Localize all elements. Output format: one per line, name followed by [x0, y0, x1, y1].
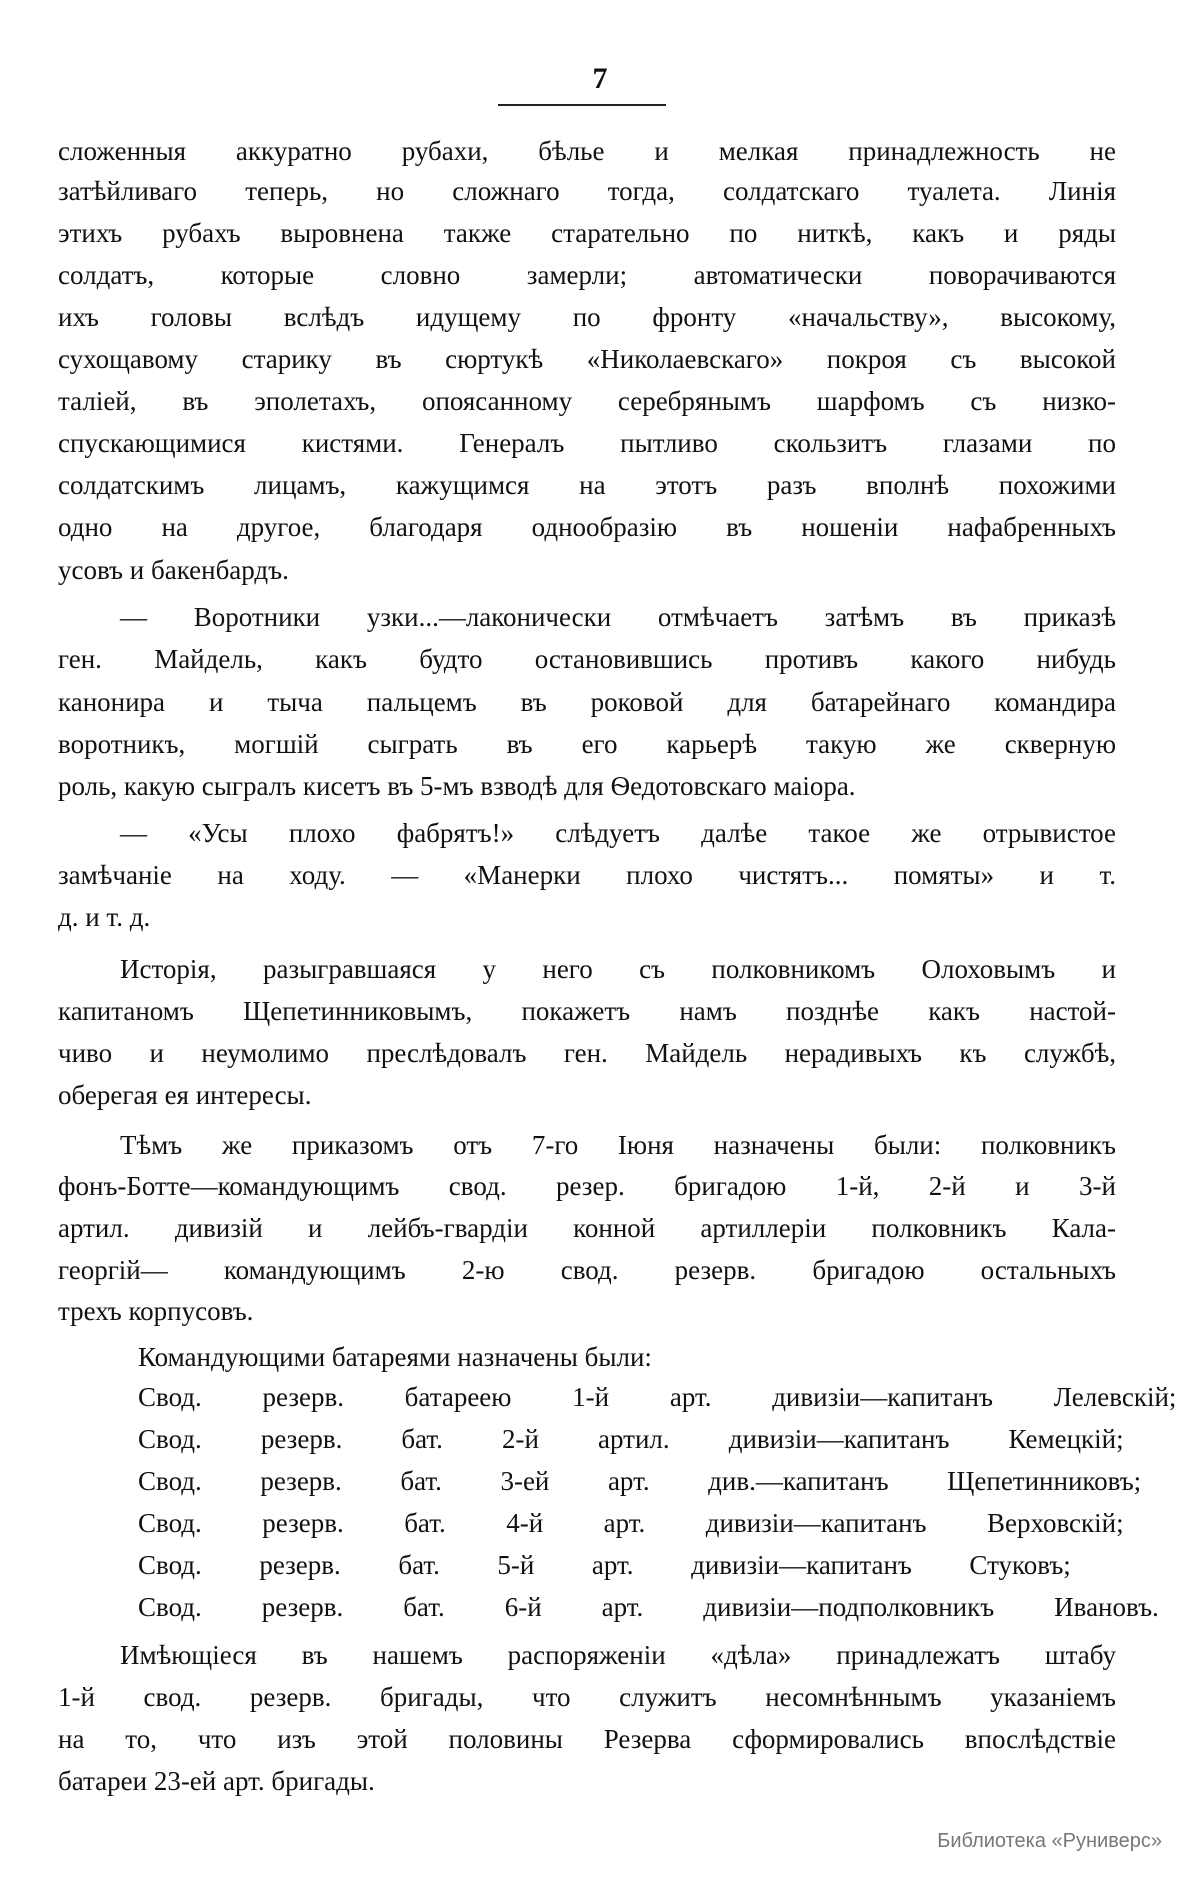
text-line: ихъ головы вслѣдъ идущему по фронту «начальству», высокому, [58, 302, 1116, 332]
text-line: Свод. резерв. бат. 4-й арт. дивизіи—капитанъ Верховскій; [138, 1508, 1124, 1538]
text-line: затѣйливаго теперь, но сложнаго тогда, солдатскаго туалета. Линія [58, 176, 1116, 206]
text-line: замѣчаніе на ходу. — «Манерки плохо чистятъ... помяты» и т. [58, 860, 1116, 890]
text-line: солдатскимъ лицамъ, кажущимся на этотъ разъ вполнѣ похожими [58, 470, 1116, 500]
text-line: капитаномъ Щепетинниковымъ, покажетъ намъ позднѣе какъ настой- [58, 996, 1116, 1026]
text-line: одно на другое, благодаря однообразію въ ношеніи нафабренныхъ [58, 512, 1116, 542]
text-line: Свод. резерв. батареею 1-й арт. дивизіи—капитанъ Лелевскій; [138, 1382, 1177, 1412]
text-line: таліей, въ эполетахъ, опоясанному серебрянымъ шарфомъ съ низко- [58, 386, 1116, 416]
text-line: — Воротники узки...—лаконически отмѣчаетъ затѣмъ въ приказѣ [120, 602, 1116, 632]
text-line: оберегая ея интересы. [58, 1080, 312, 1110]
text-line: Имѣющіеся въ нашемъ распоряженіи «дѣла» принадлежатъ штабу [120, 1640, 1116, 1670]
text-line: сухощавому старику въ сюртукѣ «Николаевскаго» покроя съ высокой [58, 344, 1116, 374]
text-line: фонъ-Ботте—командующимъ свод. резер. бригадою 1-й, 2-й и 3-й [58, 1171, 1116, 1201]
text-line: сложенныя аккуратно рубахи, бѣлье и мелкая принадлежность не [58, 136, 1116, 166]
text-line: этихъ рубахъ выровнена также старательно по ниткѣ, какъ и ряды [58, 218, 1116, 248]
text-line: д. и т. д. [58, 902, 151, 932]
text-line: воротникъ, могшій сыграть въ его карьерѣ такую же скверную [58, 729, 1116, 759]
text-line: Исторія, разыгравшаяся у него съ полковникомъ Олоховымъ и [120, 954, 1116, 984]
text-line: Свод. резерв. бат. 5-й арт. дивизіи—капитанъ Стуковъ; [138, 1550, 1071, 1580]
library-watermark: Библиотека «Руниверс» [937, 1830, 1162, 1852]
text-line: Тѣмъ же приказомъ отъ 7-го Іюня назначены были: полковникъ [120, 1130, 1116, 1160]
text-line: солдатъ, которые словно замерли; автоматически поворачиваются [58, 260, 1116, 290]
text-line: усовъ и бакенбардъ. [58, 555, 289, 585]
text-line: артил. дивизій и лейбъ-гвардіи конной артиллеріи полковникъ Кала- [58, 1213, 1116, 1243]
text-line: чиво и неумолимо преслѣдовалъ ген. Майдель нерадивыхъ къ службѣ, [58, 1038, 1116, 1068]
page-number: 7 [592, 62, 608, 95]
text-line: Свод. резерв. бат. 2-й артил. дивизіи—капитанъ Кемецкій; [138, 1424, 1124, 1454]
text-line: Командующими батареями назначены были: [138, 1342, 652, 1372]
text-line: роль, какую сыгралъ кисетъ въ 5-мъ взводѣ для Ѳедотовскаго маіора. [58, 771, 856, 801]
text-line: на то, что изъ этой половины Резерва сформировались впослѣдствіе [58, 1724, 1116, 1754]
text-line: георгій— командующимъ 2-ю свод. резерв. бригадою остальныхъ [58, 1255, 1116, 1285]
text-line: 1-й свод. резерв. бригады, что служитъ несомнѣннымъ указаніемъ [58, 1682, 1116, 1712]
text-line: Свод. резерв. бат. 6-й арт. дивизіи—подполковникъ Ивановъ. [138, 1592, 1159, 1622]
text-line: Свод. резерв. бат. 3-ей арт. див.—капитанъ Щепетинниковъ; [138, 1466, 1142, 1496]
text-line: канонира и тыча пальцемъ въ роковой для батарейнаго командира [58, 687, 1116, 717]
text-line: трехъ корпусовъ. [58, 1296, 254, 1326]
text-line: спускающимися кистями. Генералъ пытливо скользитъ глазами по [58, 428, 1116, 458]
text-line: — «Усы плохо фабрятъ!» слѣдуетъ далѣе такое же отрывистое [120, 818, 1116, 848]
header-rule [498, 104, 666, 106]
text-line: ген. Майдель, какъ будто остановившись противъ какого нибудь [58, 644, 1116, 674]
text-line: батареи 23-ей арт. бригады. [58, 1766, 375, 1796]
